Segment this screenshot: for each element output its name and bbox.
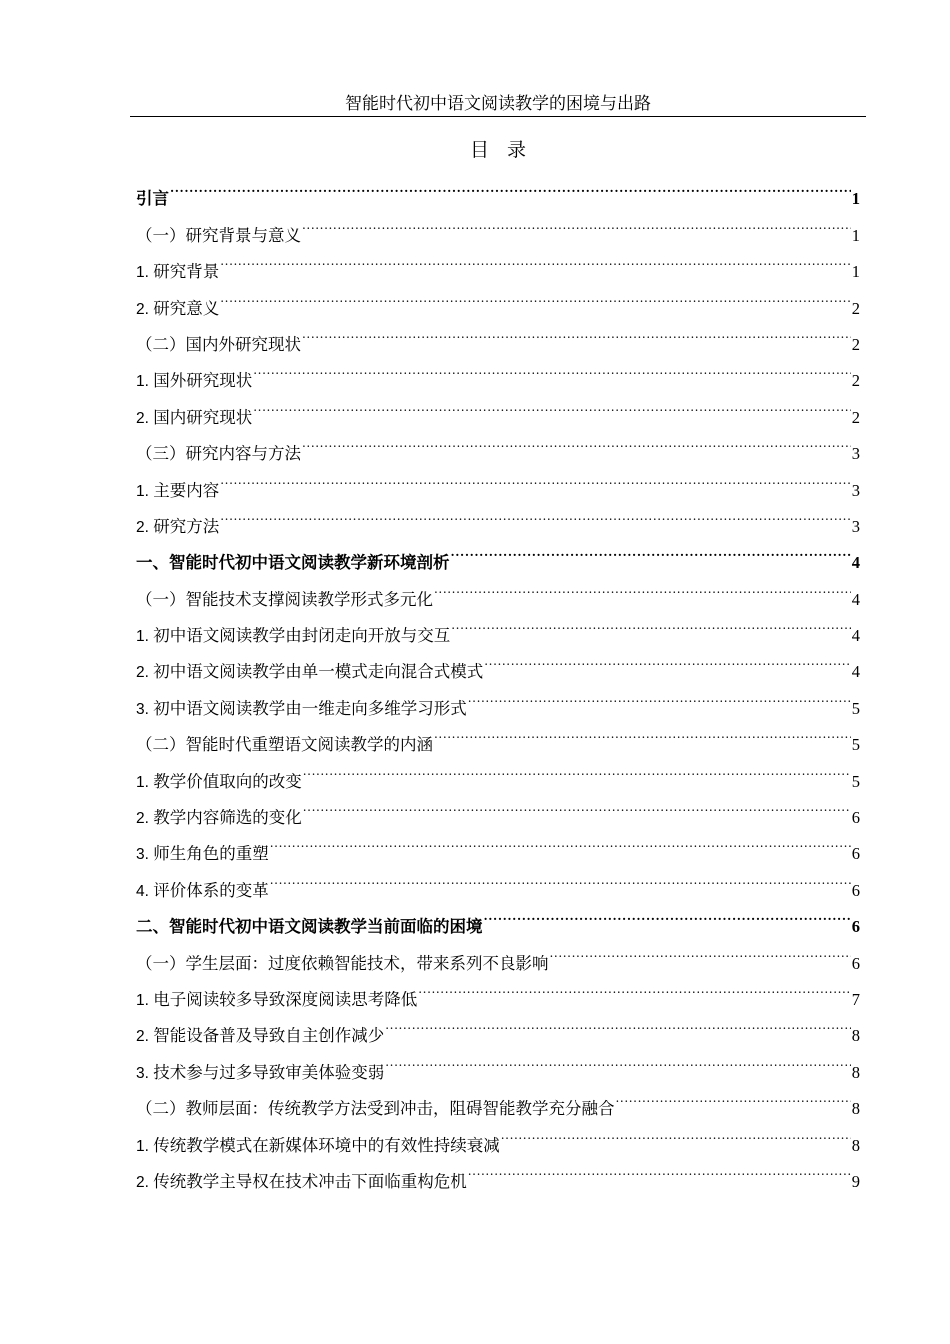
toc-page-number: 1 (851, 225, 860, 245)
toc-leader-dots (418, 969, 851, 1005)
toc-entry-label (136, 1055, 384, 1092)
toc-page-number: 6 (851, 917, 860, 937)
toc-page-number: 2 (851, 407, 860, 427)
toc-entry-text: 初中语文阅读教学由封闭走向开放与交互 (153, 626, 451, 646)
toc-page-number: 4 (851, 553, 860, 573)
toc-entry-text: 传统教学模式在新媒体环境中的有效性持续衰减 (153, 1135, 500, 1155)
toc-page-number: 3 (851, 480, 860, 500)
toc-title-char-2: 录 (507, 139, 527, 161)
toc-entry-number: 1. (136, 482, 154, 500)
toc-leader-dots (302, 204, 851, 240)
toc-entry-label (136, 909, 483, 945)
toc-page-number: 7 (851, 989, 860, 1009)
toc-entry-number: 1. (136, 1137, 154, 1155)
toc-leader-dots (303, 750, 851, 786)
toc-entry-number: 2. (136, 664, 154, 682)
toc-entry-text: 电子阅读较多导致深度阅读思考降低 (153, 989, 418, 1009)
toc-leader-dots (385, 1041, 851, 1077)
toc-page-number: 6 (851, 880, 860, 900)
toc-page-number: 4 (851, 662, 860, 682)
toc-leader-dots (434, 714, 851, 750)
toc-entry-label (136, 654, 483, 691)
toc-entry-text: 初中语文阅读教学由单一模式走向混合式模式 (153, 662, 484, 682)
toc-page-number: 4 (851, 589, 860, 609)
toc-entry-text: （一）智能技术支撑阅读教学形式多元化 (136, 589, 433, 609)
toc-page-number: 6 (851, 953, 860, 973)
toc-entry-label (136, 1018, 384, 1055)
toc-leader-dots (302, 314, 851, 350)
toc-entry-label (136, 691, 467, 728)
toc-entry-number: 1. (136, 373, 154, 391)
toc-entry-label (136, 764, 302, 801)
toc-entry-text: 研究背景 (153, 262, 220, 282)
toc-entry-number: 3. (136, 1064, 154, 1082)
toc-leader-dots (434, 568, 851, 604)
toc-entry-number: 2. (136, 1028, 154, 1046)
toc-entry-text: 技术参与过多导致审美体验变弱 (153, 1062, 385, 1082)
toc-leader-dots (270, 859, 851, 895)
toc-leader-dots (451, 532, 851, 568)
toc-leader-dots (484, 641, 851, 677)
toc-page-number: 8 (851, 1099, 860, 1119)
toc-entry-label (136, 473, 219, 510)
toc-title (130, 138, 866, 162)
toc-entry-text: （二）教师层面：传统教学方法受到冲击，阻碍智能教学充分融合 (136, 1099, 615, 1119)
toc-entry-text: （二）国内外研究现状 (136, 334, 301, 354)
table-of-contents (136, 168, 860, 1191)
toc-entry-number: 2. (136, 810, 154, 828)
toc-entry-number: 2. (136, 409, 154, 427)
toc-entry-text: 引言 (136, 189, 169, 209)
toc-page-number: 8 (851, 1135, 860, 1155)
toc-entry-label (136, 982, 417, 1019)
toc-entry-text: 师生角色的重塑 (153, 844, 269, 864)
toc-entry-text: 国外研究现状 (153, 371, 253, 391)
toc-page-number: 2 (851, 371, 860, 391)
toc-entry-label (136, 363, 252, 400)
toc-entry-number: 2. (136, 518, 154, 536)
toc-leader-dots (253, 386, 851, 422)
toc-leader-dots (253, 350, 851, 386)
toc-entry[interactable] (136, 459, 860, 500)
toc-entry-label (136, 1128, 500, 1165)
toc-page-number: 6 (851, 808, 860, 828)
toc-title-char-1: 目 (469, 139, 489, 161)
header-rule (130, 116, 866, 117)
toc-page-number: 8 (851, 1062, 860, 1082)
toc-entry-label (136, 836, 269, 873)
toc-leader-dots (616, 1078, 851, 1114)
toc-entry-label (136, 181, 169, 217)
toc-entry-number: 1. (136, 628, 154, 646)
toc-entry-label (136, 545, 450, 581)
toc-entry-number: 4. (136, 882, 154, 900)
toc-leader-dots (501, 1114, 851, 1150)
toc-entry-text: 国内研究现状 (153, 407, 253, 427)
toc-leader-dots (170, 168, 851, 204)
toc-entry[interactable] (136, 314, 860, 354)
toc-leader-dots (302, 423, 851, 459)
toc-entry[interactable] (136, 532, 860, 573)
toc-entry-text: 研究方法 (153, 516, 220, 536)
toc-leader-dots (270, 823, 851, 859)
toc-entry-label (136, 254, 219, 291)
toc-entry-number: 3. (136, 700, 154, 718)
toc-entry-number: 2. (136, 300, 154, 318)
toc-leader-dots (303, 787, 851, 823)
toc-leader-dots (220, 241, 851, 277)
toc-entry-text: 一、智能时代初中语文阅读教学新环境剖析 (136, 553, 450, 573)
toc-entry-label (136, 509, 219, 546)
toc-entry-text: 二、智能时代初中语文阅读教学当前面临的困境 (136, 917, 483, 937)
toc-page-number: 3 (851, 516, 860, 536)
toc-entry-label (136, 1164, 467, 1201)
toc-entry[interactable] (136, 496, 860, 536)
toc-entry-text: 教学内容筛选的变化 (153, 808, 302, 828)
toc-page-number: 4 (851, 626, 860, 646)
toc-leader-dots (220, 277, 851, 313)
toc-entry-text: 初中语文阅读教学由一维走向多维学习形式 (153, 698, 467, 718)
toc-entry[interactable] (136, 241, 860, 282)
toc-page-number: 8 (851, 1026, 860, 1046)
toc-page-number: 5 (851, 771, 860, 791)
toc-entry[interactable] (136, 168, 860, 209)
toc-entry-number: 2. (136, 1173, 154, 1191)
toc-leader-dots (220, 459, 851, 495)
toc-entry-text: 评价体系的变革 (153, 880, 269, 900)
toc-entry-number: 3. (136, 846, 154, 864)
toc-entry-text: 教学价值取向的改变 (153, 771, 302, 791)
toc-page-number: 3 (851, 444, 860, 464)
toc-entry-text: 研究意义 (153, 298, 220, 318)
toc-entry-text: 智能设备普及导致自主创作减少 (153, 1026, 385, 1046)
toc-page-number: 1 (851, 262, 860, 282)
toc-entry-label (136, 873, 269, 910)
toc-page-number: 1 (851, 189, 860, 209)
toc-entry-text: （二）智能时代重塑语文阅读教学的内涵 (136, 735, 433, 755)
toc-entry-text: 主要内容 (153, 480, 220, 500)
toc-entry-label (136, 400, 252, 437)
toc-entry-label (136, 291, 219, 328)
toc-entry-text: （一）研究背景与意义 (136, 225, 301, 245)
toc-entry-number: 1. (136, 773, 154, 791)
toc-page-number: 2 (851, 334, 860, 354)
toc-leader-dots (468, 1151, 851, 1187)
toc-entry-text: （三）研究内容与方法 (136, 444, 301, 464)
toc-leader-dots (220, 496, 851, 532)
toc-page-number: 6 (851, 844, 860, 864)
toc-page-number: 2 (851, 298, 860, 318)
toc-page-number: 5 (851, 698, 860, 718)
toc-leader-dots (550, 932, 851, 968)
toc-entry-number: 1. (136, 991, 154, 1009)
toc-leader-dots (451, 605, 851, 641)
toc-entry[interactable] (136, 277, 860, 318)
toc-entry-text: （一）学生层面：过度依赖智能技术，带来系列不良影响 (136, 953, 549, 973)
toc-entry-text: 传统教学主导权在技术冲击下面临重构危机 (153, 1171, 467, 1191)
toc-entry-label (136, 582, 433, 618)
toc-page-number: 9 (851, 1171, 860, 1191)
toc-leader-dots (468, 677, 851, 713)
toc-leader-dots (484, 896, 851, 932)
running-header: 智能时代初中语文阅读教学的困境与出路 (345, 94, 651, 114)
toc-entry[interactable] (136, 204, 860, 245)
toc-entry-label (136, 618, 450, 655)
toc-entry-number: 1. (136, 264, 154, 282)
toc-page-number: 5 (851, 735, 860, 755)
toc-leader-dots (385, 1005, 851, 1041)
